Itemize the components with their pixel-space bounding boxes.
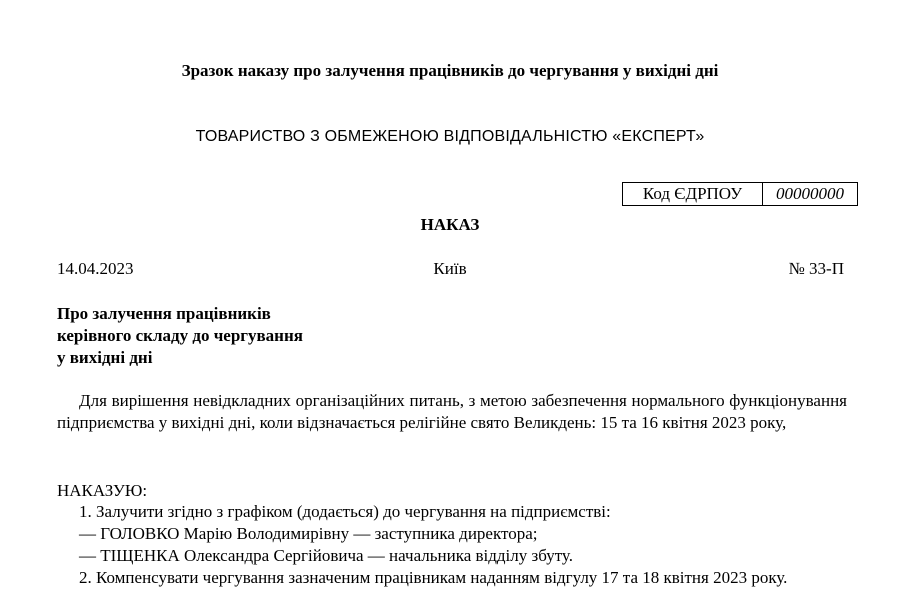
subject-line: керівного складу до чергування [57,326,303,345]
order-date: 14.04.2023 [57,259,134,278]
preamble-paragraph: Для вирішення невідкладних організаційних питань, з метою забезпечення нормального функціонування підприємства у вихідні дні, коли відзначається релігійне свято Великдень: 15 та 16 квітня 2023 року, [57,391,847,432]
order-item: 1. Залучити згідно з графіком (додається) до чергування на підприємстві: [79,502,611,521]
order-heading: НАКАЗ [420,215,480,234]
document-title: Зразок наказу про залучення працівників до чергування у вихідні дні [181,61,719,80]
order-number: № 33-П [788,259,844,278]
edrpou-table [622,182,858,206]
subject-line: у вихідні дні [57,348,153,367]
edrpou-label: Код ЄДРПОУ [623,183,763,206]
order-city: Київ [433,259,467,278]
orders-list [57,501,847,589]
edrpou-value: 00000000 [763,183,858,206]
order-item: — ТІЩЕНКА Олександра Сергійовича — начальника відділу збуту. [79,546,573,565]
subject-line: Про залучення працівників [57,304,271,323]
order-item: — ГОЛОВКО Марію Володимирівну — заступника директора; [79,524,538,543]
orders-label: НАКАЗУЮ: [57,481,148,500]
company-name: ТОВАРИСТВО З ОБМЕЖЕНОЮ ВІДПОВІДАЛЬНІСТЮ «ЕКСПЕРТ» [195,128,705,145]
order-subject [57,303,377,369]
order-item: 2. Компенсувати чергування зазначеним працівникам наданням відгулу 17 та 18 квітня 2023 року. [79,568,788,587]
